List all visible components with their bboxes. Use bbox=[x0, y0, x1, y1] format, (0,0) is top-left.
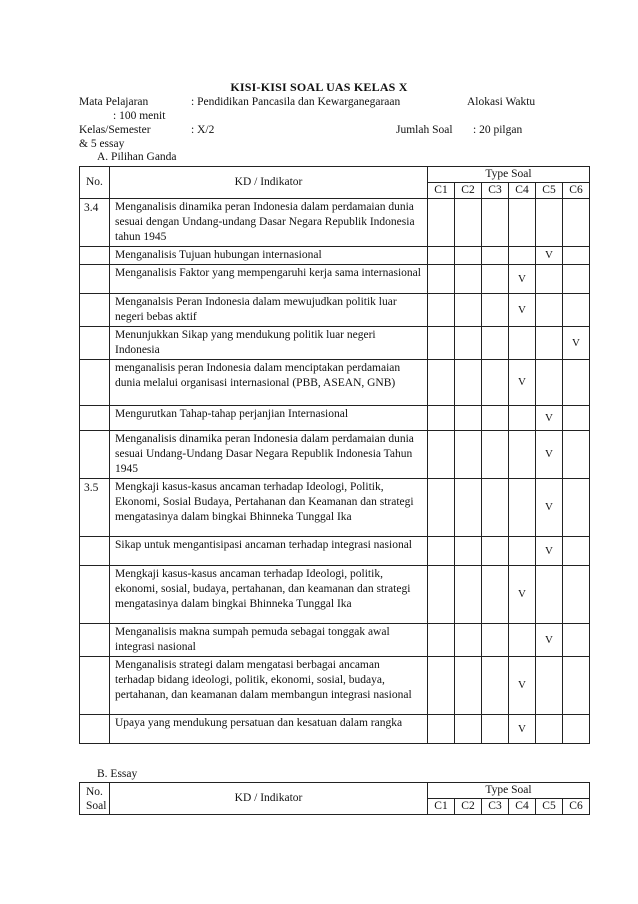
level-cell-c1 bbox=[428, 624, 455, 657]
level-cell-c4 bbox=[509, 431, 536, 479]
level-cell-c1 bbox=[428, 360, 455, 406]
level-cell-c6 bbox=[563, 715, 590, 744]
level-cell-c6 bbox=[563, 247, 590, 265]
table-row bbox=[80, 247, 590, 265]
level-cell-c1 bbox=[428, 566, 455, 624]
mapel-value: : Pendidikan Pancasila dan Kewarganegaraan bbox=[191, 96, 401, 108]
level-cell-c2 bbox=[455, 624, 482, 657]
level-cell-c2 bbox=[455, 199, 482, 247]
level-cell-c4 bbox=[509, 537, 536, 566]
table-row bbox=[80, 657, 590, 715]
level-cell-c4 bbox=[509, 406, 536, 431]
level-cell-c2 bbox=[455, 715, 482, 744]
essay-level-header-c4: C4 bbox=[509, 799, 536, 815]
table-row bbox=[80, 265, 590, 294]
level-cell-c6 bbox=[563, 566, 590, 624]
check-mark: V bbox=[518, 588, 526, 600]
row-kd-number bbox=[80, 566, 110, 624]
kelas-label: Kelas/Semester bbox=[79, 124, 151, 136]
level-cell-c3 bbox=[482, 624, 509, 657]
level-cell-c6 bbox=[563, 360, 590, 406]
level-cell-c1 bbox=[428, 294, 455, 327]
section-a-heading: A. Pilihan Ganda bbox=[97, 151, 177, 163]
row-indikator-text: Mengkaji kasus-kasus ancaman terhadap Ideologi, Politik, Ekonomi, Sosial Budaya, Pertahanan dan Keamanan dan strategi mengatasinya dalam bingkai Bhinneka Tunggal Ika bbox=[110, 479, 428, 537]
check-mark: V bbox=[545, 633, 553, 646]
level-cell-c2 bbox=[455, 479, 482, 537]
kd-indikator-header: KD / Indikator bbox=[110, 167, 428, 199]
row-kd-number bbox=[80, 406, 110, 431]
essay-level-header-c1: C1 bbox=[428, 799, 455, 815]
level-cell-c3 bbox=[482, 294, 509, 327]
level-cell-c4 bbox=[509, 294, 536, 327]
level-cell-c4 bbox=[509, 247, 536, 265]
level-cell-c4 bbox=[509, 199, 536, 247]
row-indikator-text: Menunjukkan Sikap yang mendukung politik luar negeri Indonesia bbox=[110, 327, 428, 360]
row-indikator-text: menganalisis peran Indonesia dalam menciptakan perdamaian dunia melalui organisasi internasional (PBB, ASEAN, GNB) bbox=[110, 360, 428, 406]
row-kd-number: 3.4 bbox=[80, 199, 110, 247]
level-cell-c3 bbox=[482, 537, 509, 566]
row-kd-number bbox=[80, 294, 110, 327]
level-cell-c2 bbox=[455, 265, 482, 294]
level-cell-c1 bbox=[428, 479, 455, 537]
level-cell-c5 bbox=[536, 406, 563, 431]
level-cell-c6 bbox=[563, 537, 590, 566]
level-header-c4: C4 bbox=[509, 183, 536, 199]
level-cell-c5 bbox=[536, 247, 563, 265]
level-cell-c6 bbox=[563, 199, 590, 247]
level-cell-c4 bbox=[509, 479, 536, 537]
check-mark: V bbox=[545, 501, 553, 513]
level-cell-c4 bbox=[509, 360, 536, 406]
mapel-label: Mata Pelajaran bbox=[79, 96, 149, 108]
table-row bbox=[80, 537, 590, 566]
level-cell-c4 bbox=[509, 327, 536, 360]
level-cell-c6 bbox=[563, 406, 590, 431]
row-indikator-text: Mengurutkan Tahap-tahap perjanjian Internasional bbox=[110, 406, 428, 431]
check-mark: V bbox=[545, 448, 553, 460]
essay-level-header-c5: C5 bbox=[536, 799, 563, 815]
document-title: KISI-KISI SOAL UAS KELAS X bbox=[230, 80, 408, 94]
essay-level-header-c2: C2 bbox=[455, 799, 482, 815]
level-cell-c1 bbox=[428, 406, 455, 431]
row-kd-number bbox=[80, 657, 110, 715]
check-mark: V bbox=[518, 303, 526, 316]
table-row bbox=[80, 360, 590, 406]
essay-no-header bbox=[80, 783, 110, 815]
level-cell-c3 bbox=[482, 657, 509, 715]
row-indikator-text: Sikap untuk mengantisipasi ancaman terhadap integrasi nasional bbox=[110, 537, 428, 566]
level-cell-c5 bbox=[536, 479, 563, 537]
check-mark: V bbox=[572, 336, 580, 349]
jumlah-label: Jumlah Soal bbox=[396, 124, 453, 136]
essay-level-header-c3: C3 bbox=[482, 799, 509, 815]
table-row bbox=[80, 294, 590, 327]
level-cell-c5 bbox=[536, 294, 563, 327]
level-cell-c3 bbox=[482, 406, 509, 431]
level-cell-c6 bbox=[563, 294, 590, 327]
row-kd-number bbox=[80, 715, 110, 744]
pilihan-ganda-table bbox=[79, 166, 590, 744]
row-kd-number bbox=[80, 624, 110, 657]
check-mark: V bbox=[518, 376, 526, 388]
check-mark: V bbox=[518, 272, 526, 285]
kelas-value: : X/2 bbox=[191, 124, 215, 136]
level-cell-c2 bbox=[455, 406, 482, 431]
level-cell-c3 bbox=[482, 479, 509, 537]
level-header-c2: C2 bbox=[455, 183, 482, 199]
check-mark: V bbox=[545, 411, 553, 424]
row-kd-number bbox=[80, 360, 110, 406]
level-cell-c5 bbox=[536, 537, 563, 566]
essay-type-soal-header: Type Soal bbox=[428, 783, 590, 799]
check-mark: V bbox=[518, 722, 526, 735]
level-cell-c6 bbox=[563, 479, 590, 537]
level-header-c3: C3 bbox=[482, 183, 509, 199]
level-cell-c3 bbox=[482, 715, 509, 744]
level-cell-c4 bbox=[509, 657, 536, 715]
level-cell-c4 bbox=[509, 624, 536, 657]
level-cell-c5 bbox=[536, 327, 563, 360]
level-cell-c2 bbox=[455, 431, 482, 479]
level-cell-c1 bbox=[428, 657, 455, 715]
level-cell-c5 bbox=[536, 431, 563, 479]
check-mark: V bbox=[545, 249, 553, 261]
level-cell-c2 bbox=[455, 566, 482, 624]
row-kd-number bbox=[80, 537, 110, 566]
level-cell-c3 bbox=[482, 327, 509, 360]
level-cell-c3 bbox=[482, 265, 509, 294]
level-cell-c1 bbox=[428, 265, 455, 294]
no-header: No. bbox=[80, 167, 110, 199]
row-kd-number bbox=[80, 265, 110, 294]
table-row bbox=[80, 479, 590, 537]
table-row bbox=[80, 566, 590, 624]
essay-no-header-line1: No. bbox=[86, 785, 103, 798]
level-cell-c5 bbox=[536, 265, 563, 294]
row-kd-number bbox=[80, 327, 110, 360]
level-cell-c3 bbox=[482, 431, 509, 479]
level-cell-c4 bbox=[509, 715, 536, 744]
level-cell-c4 bbox=[509, 265, 536, 294]
level-cell-c3 bbox=[482, 247, 509, 265]
level-cell-c2 bbox=[455, 294, 482, 327]
alokasi-value: : 100 menit bbox=[113, 110, 166, 122]
level-cell-c1 bbox=[428, 327, 455, 360]
level-cell-c1 bbox=[428, 199, 455, 247]
table-row bbox=[80, 327, 590, 360]
jumlah-value-essay: & 5 essay bbox=[79, 138, 125, 150]
level-cell-c1 bbox=[428, 715, 455, 744]
row-indikator-text: Menganalisis dinamika peran Indonesia dalam perdamaian dunia sesuai Undang-Undang Dasar Negara Republik Indonesia Tahun 1945 bbox=[110, 431, 428, 479]
level-cell-c6 bbox=[563, 265, 590, 294]
row-indikator-text: Menganalisis dinamika peran Indonesia dalam perdamaian dunia sesuai dengan Undang-undang Dasar Negara Republik Indonesia tahun 1945 bbox=[110, 199, 428, 247]
table-row bbox=[80, 624, 590, 657]
level-cell-c5 bbox=[536, 566, 563, 624]
check-mark: V bbox=[545, 544, 553, 557]
level-cell-c2 bbox=[455, 360, 482, 406]
essay-table bbox=[79, 782, 590, 815]
row-indikator-text: Menganalisis Faktor yang mempengaruhi kerja sama internasional bbox=[110, 265, 428, 294]
level-cell-c6 bbox=[563, 431, 590, 479]
level-cell-c2 bbox=[455, 537, 482, 566]
row-kd-number bbox=[80, 247, 110, 265]
essay-kd-indikator-header: KD / Indikator bbox=[110, 783, 428, 815]
level-cell-c5 bbox=[536, 624, 563, 657]
row-indikator-text: Mengkaji kasus-kasus ancaman terhadap Ideologi, politik, ekonomi, sosial, budaya, pertahanan, dan keamanan dan strategi mengatasinya dalam bingkai Bhinneka Tunggal Ika bbox=[110, 566, 428, 624]
row-kd-number bbox=[80, 431, 110, 479]
level-cell-c3 bbox=[482, 360, 509, 406]
level-cell-c6 bbox=[563, 657, 590, 715]
level-cell-c2 bbox=[455, 657, 482, 715]
row-indikator-text: Menganalisis makna sumpah pemuda sebagai tonggak awal integrasi nasional bbox=[110, 624, 428, 657]
jumlah-value: : 20 pilgan bbox=[473, 124, 523, 136]
row-indikator-text: Menganalisis Tujuan hubungan internasional bbox=[110, 247, 428, 265]
level-cell-c5 bbox=[536, 657, 563, 715]
level-cell-c3 bbox=[482, 199, 509, 247]
row-indikator-text: Menganalisis strategi dalam mengatasi berbagai ancaman terhadap bidang ideologi, politik, ekonomi, sosial, budaya, pertahanan, dan keamanan dalam membangun integrasi nasional bbox=[110, 657, 428, 715]
row-indikator-text: Upaya yang mendukung persatuan dan kesatuan dalam rangka bbox=[110, 715, 428, 744]
alokasi-label: Alokasi Waktu bbox=[467, 96, 536, 108]
level-cell-c5 bbox=[536, 360, 563, 406]
level-cell-c4 bbox=[509, 566, 536, 624]
table-row bbox=[80, 431, 590, 479]
level-cell-c1 bbox=[428, 537, 455, 566]
level-cell-c6 bbox=[563, 327, 590, 360]
table-row bbox=[80, 715, 590, 744]
table-row bbox=[80, 199, 590, 247]
row-indikator-text: Menganalsis Peran Indonesia dalam mewujudkan politik luar negeri bebas aktif bbox=[110, 294, 428, 327]
type-soal-header: Type Soal bbox=[428, 167, 590, 183]
level-cell-c6 bbox=[563, 624, 590, 657]
check-mark: V bbox=[518, 679, 526, 691]
level-cell-c5 bbox=[536, 199, 563, 247]
level-header-c6: C6 bbox=[563, 183, 590, 199]
level-cell-c3 bbox=[482, 566, 509, 624]
table-row bbox=[80, 406, 590, 431]
level-cell-c1 bbox=[428, 431, 455, 479]
section-b-heading: B. Essay bbox=[97, 768, 138, 780]
level-header-c1: C1 bbox=[428, 183, 455, 199]
essay-level-header-c6: C6 bbox=[563, 799, 590, 815]
level-cell-c5 bbox=[536, 715, 563, 744]
essay-no-header-line2: Soal bbox=[86, 799, 107, 812]
level-cell-c2 bbox=[455, 247, 482, 265]
level-header-c5: C5 bbox=[536, 183, 563, 199]
level-cell-c1 bbox=[428, 247, 455, 265]
row-kd-number: 3.5 bbox=[80, 479, 110, 537]
level-cell-c2 bbox=[455, 327, 482, 360]
